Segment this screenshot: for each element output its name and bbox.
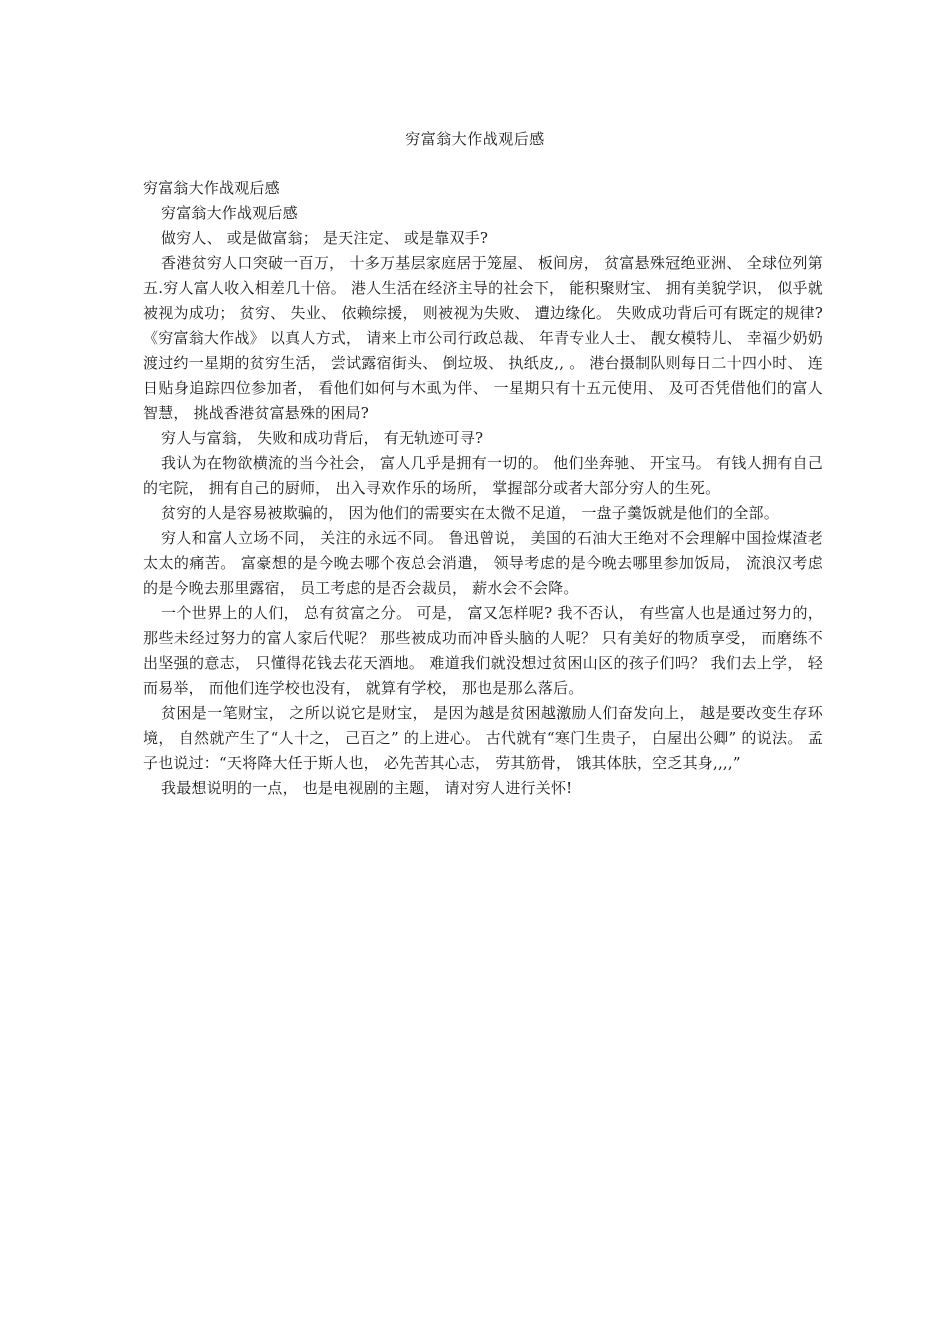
paragraph: 我认为在物欲横流的当今社会， 富人几乎是拥有一切的。 他们坐奔驰、 开宝马。 有钱人拥有自己的宅院， 拥有自己的厨师， 出入寻欢作乐的场所， 掌握部分或者大部分穷人的生死。	[143, 454, 823, 497]
document-title: 穷富翁大作战观后感	[405, 130, 545, 148]
paragraph: 贫困是一笔财宝， 之所以说它是财宝， 是因为越是贫困越激励人们奋发向上， 越是要改变生存环境， 自然就产生了“人十之， 己百之” 的上进心。 古代就有“寒门生贵子， 白屋出公卿” 的说法。 孟子也说过：“天将降大任于斯人也， 必先苦其心志， 劳其筋骨， 饿其体肤，空乏其身,,,,”	[143, 704, 823, 772]
paragraph: 贫穷的人是容易被欺骗的， 因为他们的需要实在太微不足道， 一盘子羹饭就是他们的全部。	[161, 504, 779, 522]
document-subheading: 穷富翁大作战观后感	[161, 204, 298, 222]
paragraph: 香港贫穷人口突破一百万， 十多万基层家庭居于笼屋、 板间房， 贫富悬殊冠绝亚洲、 全球位列第五.穷人富人收入相差几十倍。 港人生活在经济主导的社会下， 能积聚财宝、 拥有美貌学识， 似乎就被视为成功； 贫穷、 失业、 依赖综援， 则被视为失败、 遭边缘化。 失败成功背后可有既定的规律? 《穷富翁大作战》 以真人方式， 请来上市公司行政总裁、 年青专业人士、 靓女模特儿、 幸福少奶奶渡过约一星期的贫穷生活， 尝试露宿街头、 倒垃圾、 执纸皮,, 。 港台摄制队则每日二十四小时、 连日贴身追踪四位参加者， 看他们如何与木虱为伴、 一星期只有十五元使用、 及可否凭借他们的富人智慧， 挑战香港贫富悬殊的困局?	[143, 254, 823, 422]
paragraph: 穷人与富翁， 失败和成功背后， 有无轨迹可寻?	[161, 429, 484, 447]
paragraph: 穷人和富人立场不同， 关注的永远不同。 鲁迅曾说， 美国的石油大王绝对不会理解中国捡煤渣老太太的痛苦。 富豪想的是今晚去哪个夜总会消遣， 领导考虑的是今晚去哪里参加饭局， 流浪汉考虑的是今晚去那里露宿， 员工考虑的是否会裁员， 薪水会不会降。	[143, 529, 823, 597]
paragraph: 做穷人、 或是做富翁； 是天注定、 或是靠双手?	[161, 229, 489, 247]
document-heading: 穷富翁大作战观后感	[143, 179, 280, 197]
document-body	[143, 176, 823, 801]
paragraph: 我最想说明的一点， 也是电视剧的主题， 请对穷人进行关怀!	[161, 779, 573, 797]
paragraph: 一个世界上的人们， 总有贫富之分。 可是， 富又怎样呢? 我不否认， 有些富人也是通过努力的， 那些未经过努力的富人家后代呢？ 那些被成功而冲昏头脑的人呢？ 只有美好的物质享受， 而磨练不出坚强的意志， 只懂得花钱去花天酒地。 难道我们就没想过贫困山区的孩子们吗？ 我们去上学， 轻而易举， 而他们连学校也没有， 就算有学校， 那也是那么落后。	[143, 604, 823, 697]
